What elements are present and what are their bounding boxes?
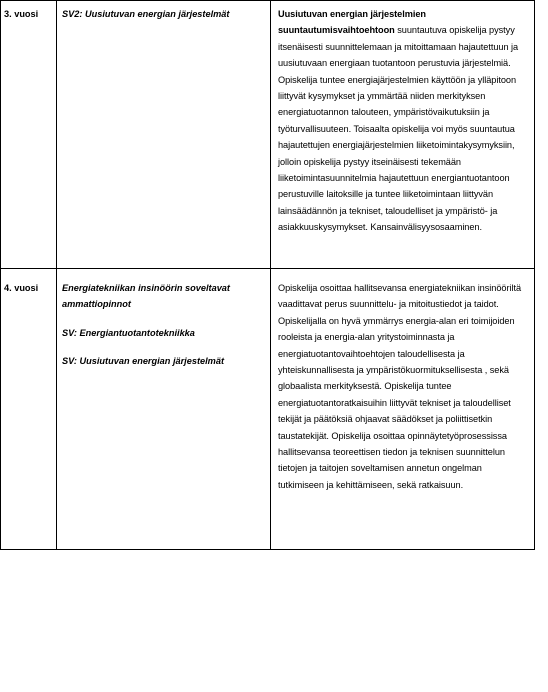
table-bottom-border — [0, 549, 535, 550]
year-cell: 3. vuosi — [4, 9, 39, 19]
description-cell — [278, 280, 530, 493]
programme-line: Energiatekniikan insinöörin soveltavat ammattiopinnot — [62, 283, 230, 310]
row-divider — [0, 268, 535, 269]
programme-cell — [62, 6, 267, 22]
table-top-border — [0, 0, 535, 1]
column-line — [56, 0, 57, 550]
description-title: Uusiutuvan energian järjestelmien suuntautumisvaihtoehtoon — [278, 9, 426, 36]
programme-line: SV: Energiantuotantotekniikka — [62, 327, 195, 338]
column-line — [534, 0, 535, 550]
description-cell — [278, 6, 530, 236]
column-line — [270, 0, 271, 550]
column-line — [0, 0, 1, 550]
programme-line: SV2: Uusiutuvan energian järjestelmät — [62, 9, 230, 19]
description-body: Opiskelija osoittaa hallitsevansa energiatekniikan insinööriltä vaadittavat perus suunnittelu- ja mitoitustiedot ja taidot. Opiskelijalla on hyvä ymmärrys energia-alan eri toimijoiden rooleista ja energia-alan yritystoiminnasta ja energiatuotantovaihtoehtojen taloudellisesta ja yhteiskunnallisesta ja ympäristökuormituksellisesta , sekä globaalista merkityksestä. Opiskelija tuntee energiatuotantoratkaisuihin liittyvät tekniset ja taloudelliset tekijät ja päätöksiä ohjaavat säädökset ja poliittisetkin taustatekijät. Opiskelija osoittaa opinnäytetyöprosessissa hallitsevansa teoreettisen tiedon ja teknisen suunnittelun tietojen ja taitojen soveltamisen annetun ongelman tutkimiseen ja kehittämiseen, sekä ratkaisuun. — [278, 283, 522, 490]
description-body: suuntautuva opiskelija pystyy itsenäisesti suunnittelemaan ja mitoittamaan hajautettuun ja uusiutuvaan energiaan tuotantoon perustuvia järjestelmiä. Opiskelija tuntee energiajärjestelmien käyttöön ja ylläpitoon liittyvät kysymykset ja ymmärtää niiden merkityksen energiatuotannon talouteen, ympäristövaikutuksiin ja työturvallisuuteen. Toisaalta opiskelija voi myös suuntautua hajautettujen energiajärjestelmien liiketoimintakysymyksiin, jolloin opiskelija pystyy itseinäisesti tekemään liiketoimintasuunnitelmia hajautettuun energiantuotantoon perustuville laitoksille ja tuntee liiketoimintaan liittyvän lainsäädännön ja tekniset, taloudelliset ja ympäristö- ja asiakkuuskysymykset. Kansainvälisyysosaaminen. — [278, 25, 519, 233]
year-cell: 4. vuosi — [4, 283, 39, 293]
programme-cell — [62, 280, 262, 370]
programme-line: SV: Uusiutuvan energian järjestelmät — [62, 356, 225, 367]
